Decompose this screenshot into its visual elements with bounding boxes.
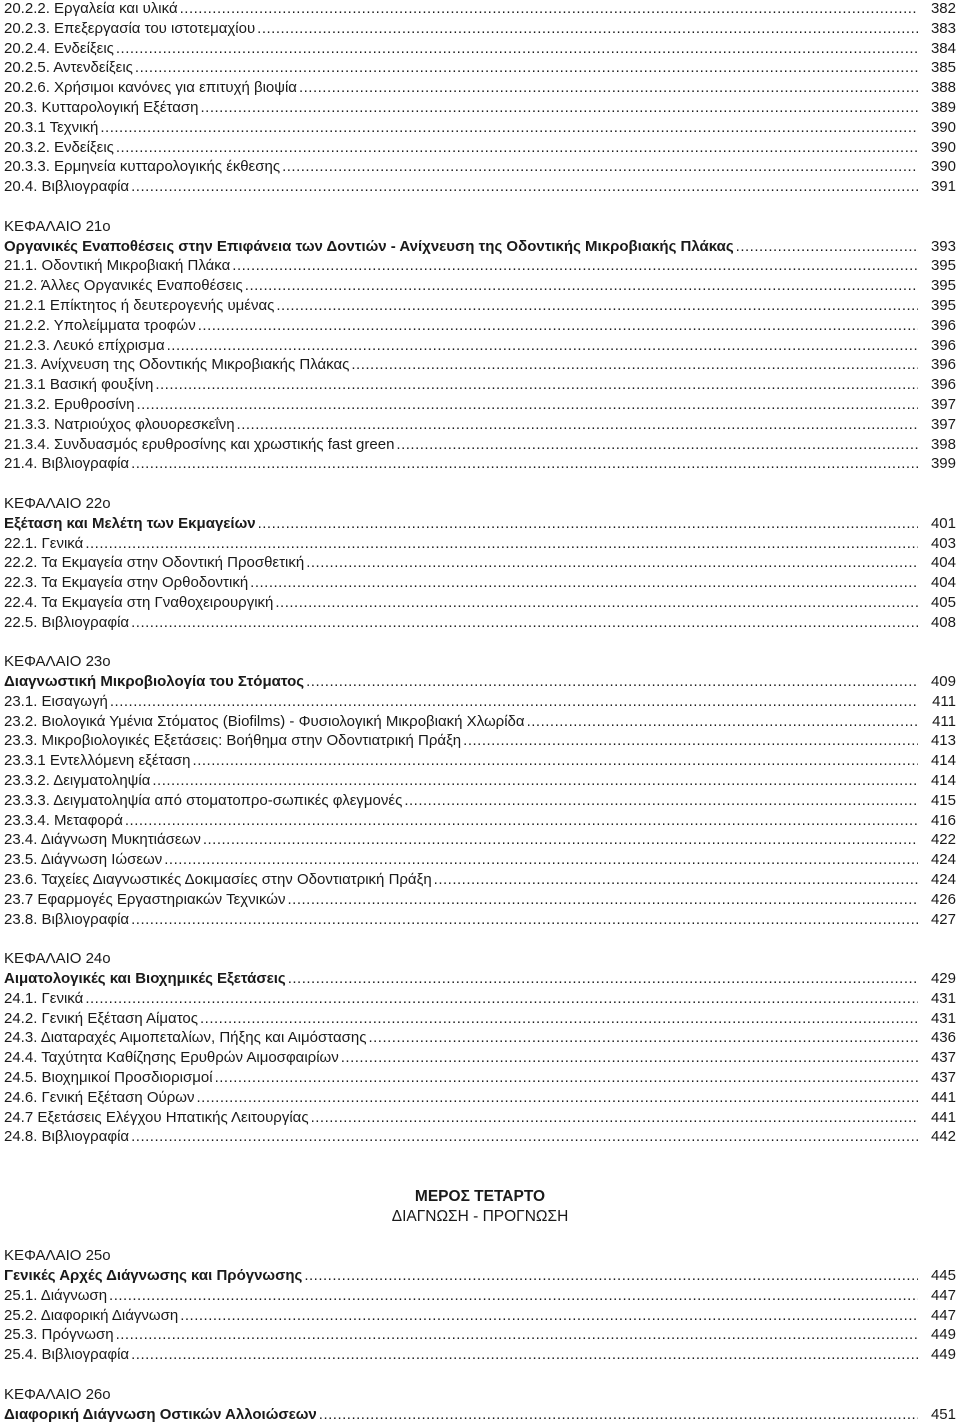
chapter-title: Εξέταση και Μελέτη των Εκμαγείων — [4, 514, 256, 532]
leader-dots — [282, 157, 918, 177]
toc-entry[interactable] — [4, 771, 956, 791]
leader-dots — [404, 791, 918, 811]
toc-entry-page: 388 — [930, 79, 956, 97]
leader-dots — [116, 138, 918, 158]
toc-entry-page: 416 — [930, 811, 956, 829]
toc-entry-page: 404 — [930, 554, 956, 572]
leader-dots — [109, 1286, 918, 1306]
toc-entry-page: 424 — [930, 871, 956, 889]
leader-dots — [131, 613, 918, 633]
toc-entry-label: 21.1. Οδοντική Μικροβιακή Πλάκα — [4, 257, 231, 275]
toc-entry-page: 447 — [930, 1286, 956, 1304]
leader-dots — [203, 830, 918, 850]
toc-entry-page: 395 — [930, 296, 956, 314]
toc-entry-page: 405 — [930, 593, 956, 611]
toc-entry-page: 393 — [930, 237, 956, 255]
toc-entry[interactable] — [4, 1068, 956, 1088]
toc-entry-label: 20.2.3. Επεξεργασία του ιστοτεμαχίου — [4, 19, 256, 37]
leader-dots — [136, 395, 918, 415]
toc-entry[interactable] — [4, 1306, 956, 1326]
leader-dots — [197, 1088, 919, 1108]
toc-entry-page: 408 — [930, 613, 956, 631]
chapter-heading: ΚΕΦΑΛΑΙΟ 21ο — [4, 217, 111, 235]
toc-entry-page: 390 — [930, 138, 956, 156]
toc-entry-label: 21.4. Βιβλιογραφία — [4, 455, 130, 473]
toc-entry[interactable] — [4, 791, 956, 811]
toc-entry-page: 403 — [930, 534, 956, 552]
leader-dots — [304, 1266, 918, 1286]
leader-dots — [288, 969, 918, 989]
toc-entry-label: 24.2. Γενική Εξέταση Αίματος — [4, 1009, 198, 1027]
toc-entry-label: 20.3.3. Ερμηνεία κυτταρολογικής έκθεσης — [4, 158, 281, 176]
toc-entry-label: 21.3. Ανίχνευση της Οδοντικής Μικροβιακής Πλάκας — [4, 356, 350, 374]
toc-entry-page: 441 — [930, 1108, 956, 1126]
toc-entry-page: 401 — [930, 514, 956, 532]
part-subtitle: ΔΙΑΓΝΩΣΗ - ΠΡΟΓΝΩΣΗ — [391, 1207, 569, 1225]
toc-entry-page: 442 — [930, 1128, 956, 1146]
toc-entry[interactable] — [4, 118, 956, 138]
toc-entry[interactable] — [4, 1009, 956, 1029]
toc-chapter-25 — [4, 1246, 956, 1365]
part-heading — [4, 1187, 956, 1227]
toc-entry[interactable] — [4, 712, 956, 732]
toc-entry-label: 24.8. Βιβλιογραφία — [4, 1128, 130, 1146]
leader-dots — [275, 593, 918, 613]
leader-dots — [351, 355, 918, 375]
spacer — [4, 197, 956, 217]
leader-dots — [736, 237, 918, 257]
toc-entry[interactable] — [4, 0, 956, 19]
toc-entry-page: 395 — [930, 277, 956, 295]
leader-dots — [276, 296, 918, 316]
toc-entry-label: 20.3.2. Ενδείξεις — [4, 138, 114, 156]
leader-dots — [250, 573, 918, 593]
toc-entry[interactable] — [4, 39, 956, 59]
chapter-title-entry[interactable] — [4, 1266, 956, 1286]
leader-dots — [100, 118, 918, 138]
toc-entry-label: 20.4. Βιβλιογραφία — [4, 178, 130, 196]
toc-entry-label: 25.1. Διάγνωση — [4, 1286, 108, 1304]
toc-chapter-24 — [4, 949, 956, 1147]
toc-entry-label: 23.5. Διάγνωση Ιώσεων — [4, 851, 163, 869]
toc-entry[interactable] — [4, 534, 956, 554]
leader-dots — [125, 811, 918, 831]
toc-entry-page: 413 — [930, 732, 956, 750]
leader-dots — [131, 910, 918, 930]
toc-entry-page: 384 — [930, 39, 956, 57]
leader-dots — [288, 890, 919, 910]
spacer — [4, 1167, 956, 1187]
toc-entry[interactable] — [4, 1127, 956, 1147]
leader-dots — [131, 454, 918, 474]
toc-chapter-23 — [4, 652, 956, 929]
toc-entry-label: 20.3.1 Τεχνική — [4, 118, 99, 136]
toc-entry[interactable] — [4, 454, 956, 474]
spacer — [4, 1147, 956, 1167]
toc-entry[interactable] — [4, 811, 956, 831]
leader-dots — [232, 256, 918, 276]
leader-dots — [131, 177, 918, 197]
chapter-title: Διαφορική Διάγνωση Οστικών Αλλοιώσεων — [4, 1405, 317, 1423]
toc-entry-label: 21.2. Άλλες Οργανικές Εναποθέσεις — [4, 277, 243, 295]
leader-dots — [311, 1108, 918, 1128]
leader-dots — [116, 1325, 918, 1345]
toc-entry[interactable] — [4, 415, 956, 435]
leader-dots — [180, 0, 918, 19]
toc-entry-page: 451 — [930, 1405, 956, 1423]
toc-entry[interactable] — [4, 1286, 956, 1306]
leader-dots — [299, 78, 918, 98]
leader-dots — [201, 98, 919, 118]
chapter-heading: ΚΕΦΑΛΑΙΟ 26ο — [4, 1385, 111, 1403]
leader-dots — [257, 19, 918, 39]
toc-entry[interactable] — [4, 989, 956, 1009]
toc-entry[interactable] — [4, 375, 956, 395]
spacer — [4, 633, 956, 653]
toc-entry-label: 23.3.3. Δειγματοληψία από στοματοπρο-σωπικές φλεγμονές — [4, 791, 403, 809]
table-of-contents — [4, 0, 956, 1424]
toc-entry[interactable] — [4, 58, 956, 78]
toc-entry-label: 23.3.1 Εντελλόμενη εξέταση — [4, 752, 191, 770]
toc-entry-page: 414 — [930, 772, 956, 790]
toc-entry-page: 395 — [930, 257, 956, 275]
toc-entry-page: 437 — [930, 1049, 956, 1067]
toc-entry-label: 23.3.4. Μεταφορά — [4, 811, 123, 829]
toc-entry[interactable] — [4, 890, 956, 910]
toc-entry-label: 22.5. Βιβλιογραφία — [4, 613, 130, 631]
toc-entry[interactable] — [4, 276, 956, 296]
toc-entry[interactable] — [4, 138, 956, 158]
toc-entry-label: 25.2. Διαφορική Διάγνωση — [4, 1306, 179, 1324]
toc-entry-label: 22.3. Τα Εκμαγεία στην Ορθοδοντική — [4, 574, 249, 592]
toc-entry-label: 21.2.3. Λευκό επίχρισμα — [4, 336, 165, 354]
toc-entry[interactable] — [4, 19, 956, 39]
leader-dots — [396, 435, 918, 455]
toc-entry-page: 397 — [930, 395, 956, 413]
toc-entry-page: 404 — [930, 574, 956, 592]
toc-entry-page: 449 — [930, 1326, 956, 1344]
toc-entry-label: 22.4. Τα Εκμαγεία στη Γναθοχειρουργική — [4, 593, 274, 611]
toc-entry-page: 396 — [930, 376, 956, 394]
toc-entry[interactable] — [4, 573, 956, 593]
toc-entry-page: 447 — [930, 1306, 956, 1324]
spacer — [4, 1226, 956, 1246]
toc-entry-label: 25.4. Βιβλιογραφία — [4, 1346, 130, 1364]
toc-entry-page: 431 — [930, 989, 956, 1007]
spacer — [4, 1365, 956, 1385]
leader-dots — [85, 989, 918, 1009]
leader-dots — [116, 39, 918, 59]
toc-entry-label: 23.4. Διάγνωση Μυκητιάσεων — [4, 831, 201, 849]
toc-entry[interactable] — [4, 177, 956, 197]
chapter-title-entry[interactable] — [4, 672, 956, 692]
toc-entry-page: 436 — [930, 1029, 956, 1047]
toc-entry-label: 23.1. Εισαγωγή — [4, 692, 108, 710]
leader-dots — [237, 415, 918, 435]
toc-entry[interactable] — [4, 395, 956, 415]
toc-entry-label: 20.2.2. Εργαλεία και υλικά — [4, 0, 178, 17]
toc-entry-label: 21.2.1 Επίκτητος ή δευτερογενής υμένας — [4, 296, 275, 314]
leader-dots — [200, 1009, 918, 1029]
toc-entry[interactable] — [4, 830, 956, 850]
toc-chapter-21 — [4, 217, 956, 474]
toc-entry-page: 437 — [930, 1069, 956, 1087]
toc-entry-page: 411 — [932, 692, 956, 710]
leader-dots — [152, 771, 918, 791]
toc-entry-label: 23.2. Βιολογικά Υμένια Στόματος (Biofilms) - Φυσιολογική Μικροβιακή Χλωρίδα — [4, 712, 525, 730]
toc-entry[interactable] — [4, 1108, 956, 1128]
toc-entry-page: 445 — [930, 1267, 956, 1284]
part-title: ΜΕΡΟΣ ΤΕΤΑΡΤΟ — [414, 1187, 546, 1205]
toc-entry-label: 23.8. Βιβλιογραφία — [4, 910, 130, 928]
toc-entry[interactable] — [4, 1048, 956, 1068]
toc-entry-page: 426 — [930, 890, 956, 908]
toc-entry-label: 24.6. Γενική Εξέταση Ούρων — [4, 1088, 195, 1106]
toc-entry-label: 20.2.6. Χρήσιμοι κανόνες για επιτυχή βιοψία — [4, 79, 297, 97]
toc-entry[interactable] — [4, 316, 956, 336]
leader-dots — [306, 553, 918, 573]
chapter-title-entry[interactable] — [4, 969, 956, 989]
toc-entry[interactable] — [4, 613, 956, 633]
chapter-title: Αιματολογικές και Βιοχημικές Εξετάσεις — [4, 970, 286, 988]
toc-chapter-26 — [4, 1385, 956, 1424]
toc-chapter-22 — [4, 494, 956, 633]
spacer — [4, 929, 956, 949]
chapter-heading: ΚΕΦΑΛΑΙΟ 24ο — [4, 950, 111, 968]
toc-entry[interactable] — [4, 910, 956, 930]
chapter-heading: ΚΕΦΑΛΑΙΟ 25ο — [4, 1247, 111, 1265]
chapter-title: Γενικές Αρχές Διάγνωσης και Πρόγνωσης — [4, 1267, 303, 1284]
toc-entry-label: 21.3.1 Βασική φουξίνη — [4, 376, 154, 394]
toc-entry[interactable] — [4, 1345, 956, 1365]
leader-dots — [155, 375, 918, 395]
leader-dots — [245, 276, 918, 296]
toc-entry-page: 427 — [930, 910, 956, 928]
leader-dots — [215, 1068, 918, 1088]
chapter-heading: ΚΕΦΑΛΑΙΟ 23ο — [4, 653, 111, 671]
toc-entry-page: 391 — [930, 178, 956, 196]
toc-entry[interactable] — [4, 157, 956, 177]
leader-dots — [341, 1048, 918, 1068]
toc-entry-label: 24.4. Ταχύτητα Καθίζησης Ερυθρών Αιμοσφαιρίων — [4, 1049, 339, 1067]
leader-dots — [463, 731, 918, 751]
toc-entry-page: 385 — [930, 59, 956, 77]
leader-dots — [198, 316, 918, 336]
leader-dots — [527, 712, 918, 732]
leader-dots — [319, 1405, 918, 1424]
toc-entry-label: 21.2.2. Υπολείμματα τροφών — [4, 316, 196, 334]
toc-entry[interactable] — [4, 731, 956, 751]
toc-entry-label: 20.2.5. Αντενδείξεις — [4, 59, 133, 77]
toc-entry-page: 415 — [930, 791, 956, 809]
toc-entry-label: 21.3.3. Νατριούχος φλουορεσκεΐνη — [4, 415, 235, 433]
toc-entry-label: 22.2. Τα Εκμαγεία στην Οδοντική Προσθετική — [4, 554, 305, 572]
toc-entry-page: 411 — [932, 712, 956, 730]
toc-entry[interactable] — [4, 296, 956, 316]
spacer — [4, 474, 956, 494]
toc-entry-label: 25.3. Πρόγνωση — [4, 1326, 114, 1344]
toc-entry-page: 422 — [930, 831, 956, 849]
toc-entry[interactable] — [4, 593, 956, 613]
toc-entry[interactable] — [4, 78, 956, 98]
toc-entry[interactable] — [4, 1325, 956, 1345]
toc-entry-page: 397 — [930, 415, 956, 433]
toc-entry-page: 409 — [930, 673, 956, 691]
toc-entry-page: 431 — [930, 1009, 956, 1027]
toc-entry-label: 24.3. Διαταραχές Αιμοπεταλίων, Πήξης και Αιμόστασης — [4, 1029, 367, 1047]
chapter-title-entry[interactable] — [4, 237, 956, 257]
toc-entry-label: 23.7 Εφαρμογές Εργαστηριακών Τεχνικών — [4, 890, 286, 908]
leader-dots — [258, 514, 918, 534]
toc-section-20 — [4, 0, 956, 197]
chapter-title-entry[interactable] — [4, 514, 956, 534]
toc-entry-page: 449 — [930, 1346, 956, 1364]
leader-dots — [193, 751, 918, 771]
toc-entry-label: 23.3. Μικροβιολογικές Εξετάσεις: Βοήθημα στην Οδοντιατρική Πράξη — [4, 732, 462, 750]
toc-entry-label: 23.3.2. Δειγματοληψία — [4, 772, 151, 790]
toc-entry-label: 20.3. Κυτταρολογική Εξέταση — [4, 98, 199, 116]
chapter-heading: ΚΕΦΑΛΑΙΟ 22ο — [4, 494, 111, 512]
toc-entry[interactable] — [4, 435, 956, 455]
toc-entry[interactable] — [4, 751, 956, 771]
toc-entry[interactable] — [4, 850, 956, 870]
leader-dots — [131, 1345, 918, 1365]
toc-entry-label: 23.6. Ταχείες Διαγνωστικές Δοκιμασίες στην Οδοντιατρική Πράξη — [4, 871, 432, 889]
toc-entry-label: 24.5. Βιοχημικοί Προσδιορισμοί — [4, 1069, 213, 1087]
toc-entry-page: 398 — [930, 435, 956, 453]
leader-dots — [85, 534, 918, 554]
toc-entry[interactable] — [4, 98, 956, 118]
leader-dots — [306, 672, 918, 692]
leader-dots — [110, 692, 918, 712]
leader-dots — [180, 1306, 918, 1326]
toc-entry-page: 399 — [930, 455, 956, 473]
toc-entry[interactable] — [4, 1028, 956, 1048]
toc-entry[interactable] — [4, 336, 956, 356]
chapter-title-entry[interactable] — [4, 1405, 956, 1424]
toc-entry[interactable] — [4, 692, 956, 712]
chapter-title: Διαγνωστική Μικροβιολογία του Στόματος — [4, 673, 305, 691]
chapter-title: Οργανικές Εναποθέσεις στην Επιφάνεια των Δοντιών - Ανίχνευση της Οδοντικής Μικροβιακής Πλάκας — [4, 237, 734, 255]
leader-dots — [131, 1127, 918, 1147]
toc-entry-label: 22.1. Γενικά — [4, 534, 84, 552]
toc-entry-page: 429 — [930, 970, 956, 988]
toc-entry-page: 390 — [930, 158, 956, 176]
toc-entry-page: 396 — [930, 316, 956, 334]
toc-entry-page: 396 — [930, 356, 956, 374]
toc-entry-label: 20.2.4. Ενδείξεις — [4, 39, 114, 57]
toc-entry-page: 414 — [930, 752, 956, 770]
toc-entry-label: 21.3.2. Ερυθροσίνη — [4, 395, 135, 413]
toc-entry-label: 24.7 Εξετάσεις Ελέγχου Ηπατικής Λειτουργίας — [4, 1108, 309, 1126]
leader-dots — [434, 870, 918, 890]
toc-entry[interactable] — [4, 553, 956, 573]
toc-entry[interactable] — [4, 256, 956, 276]
toc-entry-page: 382 — [930, 0, 956, 17]
toc-entry-page: 383 — [930, 19, 956, 37]
toc-entry-label: 21.3.4. Συνδυασμός ερυθροσίνης και χρωστικής fast green — [4, 435, 395, 453]
toc-entry[interactable] — [4, 1088, 956, 1108]
leader-dots — [368, 1028, 918, 1048]
leader-dots — [135, 58, 918, 78]
toc-entry-page: 441 — [930, 1088, 956, 1106]
toc-entry-page: 396 — [930, 336, 956, 354]
leader-dots — [164, 850, 918, 870]
toc-entry-label: 24.1. Γενικά — [4, 989, 84, 1007]
toc-entry-page: 424 — [930, 851, 956, 869]
toc-entry-page: 389 — [930, 98, 956, 116]
toc-entry[interactable] — [4, 870, 956, 890]
toc-entry-page: 390 — [930, 118, 956, 136]
toc-entry[interactable] — [4, 355, 956, 375]
leader-dots — [167, 336, 918, 356]
